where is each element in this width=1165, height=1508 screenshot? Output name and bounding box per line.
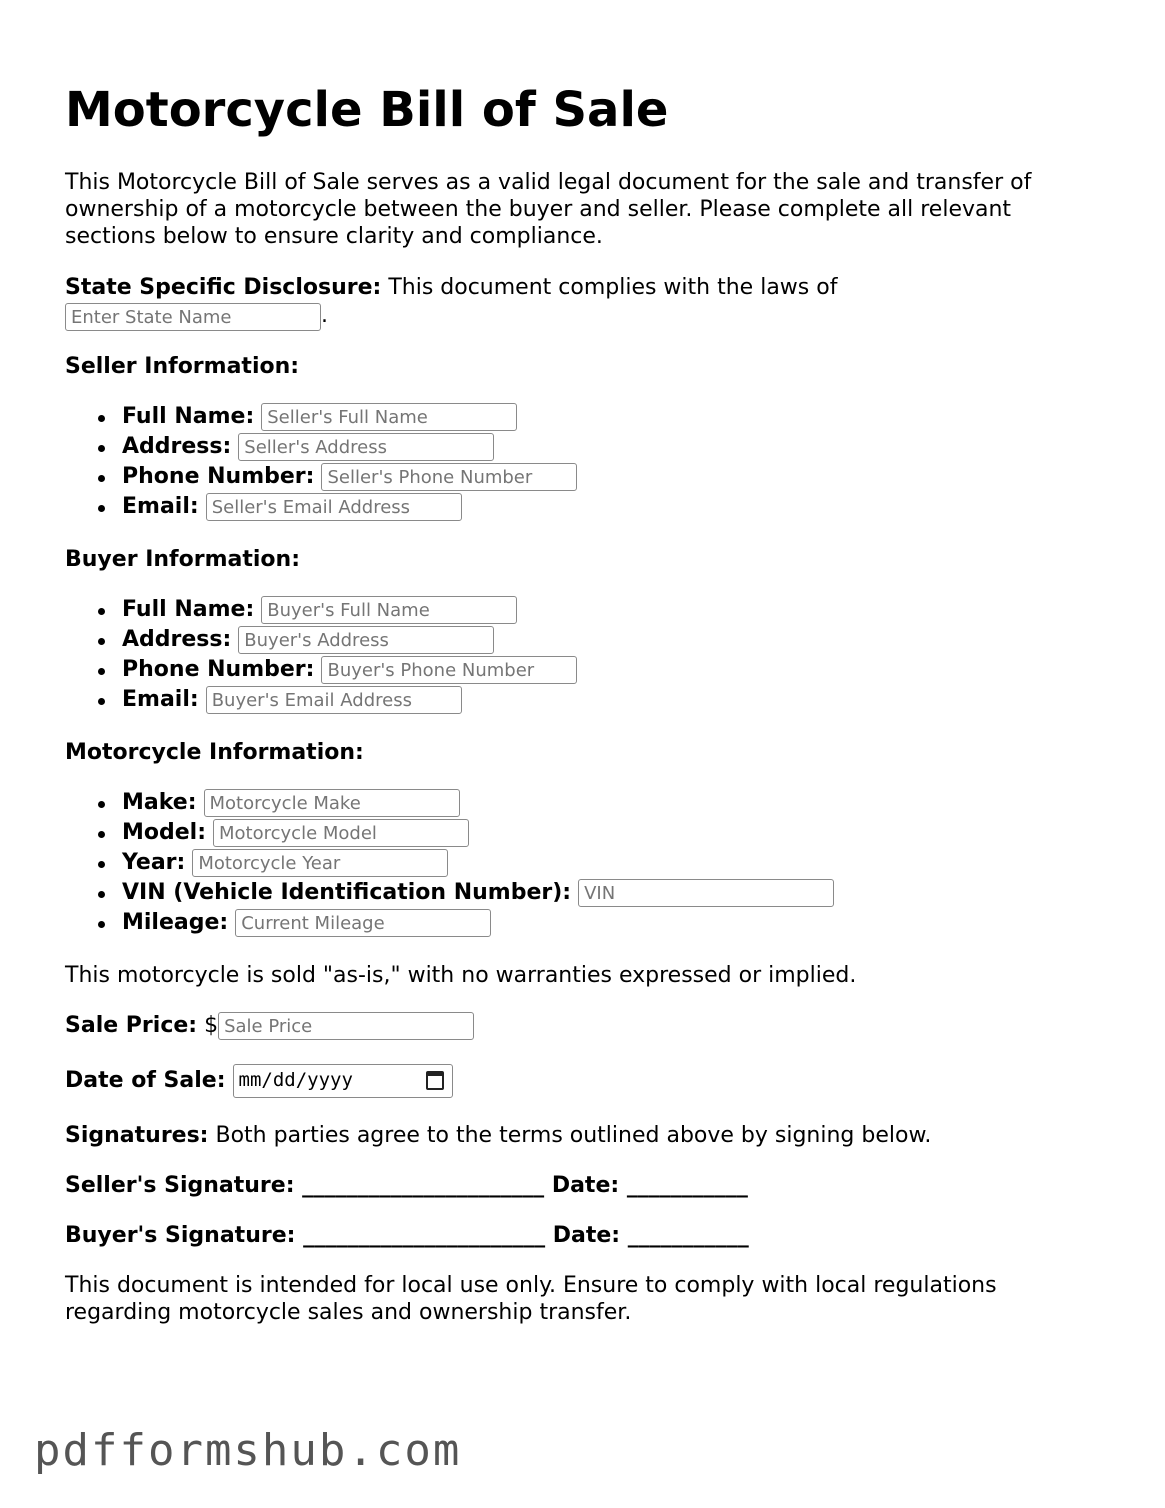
as-is-statement: This motorcycle is sold "as-is," with no warranties expressed or implied. [65, 963, 857, 988]
state-disclosure [65, 274, 1105, 331]
list-item [65, 878, 834, 908]
calendar-icon[interactable] [426, 1071, 444, 1090]
footer-note: This document is intended for local use only. Ensure to comply with local regulations regarding motorcycle sales and ownership transfer. [65, 1273, 997, 1325]
model-label: Model: [122, 820, 207, 845]
list-item [65, 402, 577, 432]
disclosure-text: This document complies with the laws of [388, 275, 838, 300]
seller-list [65, 402, 577, 522]
buyer-address-label: Address: [122, 627, 232, 652]
vin-label: VIN (Vehicle Identification Number): [122, 880, 572, 905]
disclosure-label: State Specific Disclosure: [65, 275, 382, 300]
motorcycle-list [65, 788, 834, 938]
seller-address-input[interactable] [238, 433, 494, 461]
state-name-input[interactable] [65, 303, 321, 331]
page-title: Motorcycle Bill of Sale [65, 82, 669, 138]
make-input[interactable] [204, 789, 460, 817]
seller-address-label: Address: [122, 434, 232, 459]
buyer-email-label: Email: [122, 687, 199, 712]
buyer-name-input[interactable] [261, 596, 517, 624]
currency-symbol: $ [204, 1013, 219, 1038]
mileage-label: Mileage: [122, 910, 229, 935]
model-input[interactable] [213, 819, 469, 847]
list-item [65, 788, 834, 818]
signatures-label: Signatures: [65, 1123, 209, 1148]
sale-price-label: Sale Price: [65, 1013, 198, 1038]
sale-price-input[interactable] [218, 1012, 474, 1040]
list-item [65, 655, 577, 685]
watermark: pdfformshub.com [34, 1425, 462, 1476]
list-item [65, 625, 577, 655]
buyer-phone-input[interactable] [321, 656, 577, 684]
sale-price-row [65, 1012, 474, 1040]
seller-phone-input[interactable] [321, 463, 577, 491]
signatures-text: Both parties agree to the terms outlined above by signing below. [215, 1123, 932, 1148]
date-of-sale-input[interactable] [233, 1064, 453, 1098]
date-of-sale-row [65, 1064, 453, 1098]
seller-phone-label: Phone Number: [122, 464, 315, 489]
list-item [65, 818, 834, 848]
date-of-sale-label: Date of Sale: [65, 1068, 226, 1093]
mileage-input[interactable] [235, 909, 491, 937]
list-item [65, 595, 577, 625]
list-item [65, 848, 834, 878]
buyer-email-input[interactable] [206, 686, 462, 714]
buyer-list [65, 595, 577, 715]
make-label: Make: [122, 790, 197, 815]
buyer-heading: Buyer Information: [65, 547, 300, 572]
year-input[interactable] [192, 849, 448, 877]
buyer-phone-label: Phone Number: [122, 657, 315, 682]
buyer-address-input[interactable] [238, 626, 494, 654]
buyer-signature-line: Buyer's Signature: ______________________ Date: ___________ [65, 1223, 749, 1248]
year-label: Year: [122, 850, 186, 875]
list-item [65, 432, 577, 462]
motorcycle-heading: Motorcycle Information: [65, 740, 364, 765]
intro-paragraph: This Motorcycle Bill of Sale serves as a valid legal document for the sale and transfer of ownership of a motorcycle between the buyer and seller. Please complete all relevant sections below to ensure clarity and compliance. [65, 170, 1032, 249]
vin-input[interactable] [578, 879, 834, 907]
list-item [65, 908, 834, 938]
list-item [65, 462, 577, 492]
date-placeholder: mm/dd/yyyy [238, 1069, 353, 1091]
buyer-name-label: Full Name: [122, 597, 255, 622]
seller-name-label: Full Name: [122, 404, 255, 429]
disclosure-period: . [321, 303, 328, 328]
seller-email-input[interactable] [206, 493, 462, 521]
seller-email-label: Email: [122, 494, 199, 519]
signatures-intro [65, 1122, 931, 1149]
list-item [65, 685, 577, 715]
seller-name-input[interactable] [261, 403, 517, 431]
seller-signature-line: Seller's Signature: ______________________ Date: ___________ [65, 1173, 748, 1198]
seller-heading: Seller Information: [65, 354, 300, 379]
list-item [65, 492, 577, 522]
